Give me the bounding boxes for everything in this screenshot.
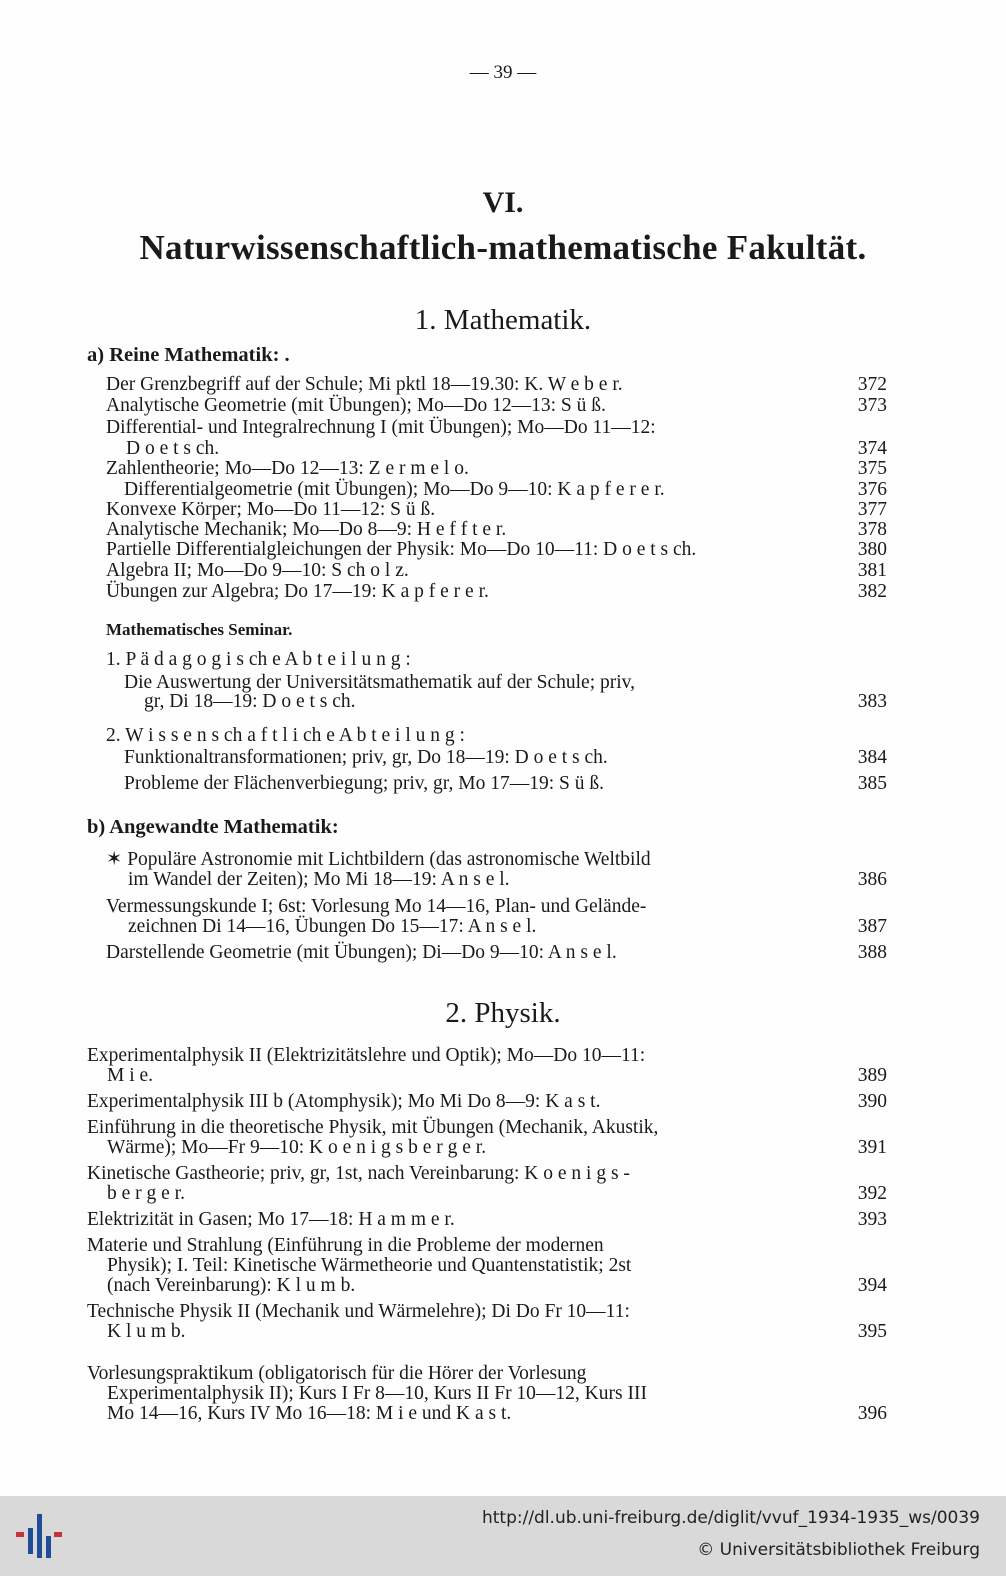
entry-text-line: b e r g e r. [107,1183,185,1204]
entry-text-line: Differentialgeometrie (mit Übungen); Mo—Do 9—10: K a p f e r e r. [124,479,665,500]
seminar-dept-2-heading: 2. W i s s e n s ch a f t l i ch e A b t e i l u n g : [106,725,465,746]
course-number: 384 [857,747,887,768]
entry-text-line: Der Grenzbegriff auf der Schule; Mi pktl 18—19.30: K. W e b e r. [106,374,623,395]
entry-text-line: Analytische Mechanik; Mo—Do 8—9: H e f f t e r. [106,519,507,540]
entry-text-line: gr, Di 18—19: D o e t s ch. [144,691,356,712]
entry-text-line: Analytische Geometrie (mit Übungen); Mo—Do 12—13: S ü ß. [106,395,606,416]
entry-text-line: zeichnen Di 14—16, Übungen Do 15—17: A n s e l. [128,916,537,937]
course-number: 372 [857,374,887,395]
footer-bar [0,1496,1006,1576]
entry-text-line: Differential- und Integralrechnung I (mit Übungen); Mo—Do 11—12: [106,417,656,438]
course-number: 396 [857,1403,887,1424]
entry-text-line: Mo 14—16, Kurs IV Mo 16—18: M i e und K a s t. [107,1403,512,1424]
course-number: 381 [857,560,887,581]
course-number: 392 [857,1183,887,1204]
course-number: 391 [857,1137,887,1158]
entry-text-line: Zahlentheorie; Mo—Do 12—13: Z e r m e l o. [106,458,469,479]
entry-text-line: K l u m b. [107,1321,186,1342]
entry-text-line: M i e. [107,1065,154,1086]
entry-text-line: Kinetische Gastheorie; priv, gr, 1st, nach Vereinbarung: K o e n i g s - [87,1163,630,1184]
library-logo-icon [14,1510,64,1562]
entry-text-line: Algebra II; Mo—Do 9—10: S ch o l z. [106,560,409,581]
entry-text-line: ✶ Populäre Astronomie mit Lichtbildern (das astronomische Weltbild [106,849,651,870]
course-number: 374 [857,438,887,459]
course-number: 383 [857,691,887,712]
entry-text-line: Darstellende Geometrie (mit Übungen); Di—Do 9—10: A n s e l. [106,942,617,963]
course-number: 376 [857,479,887,500]
entry-text-line: Konvexe Körper; Mo—Do 11—12: S ü ß. [106,499,436,520]
entry-text-line: Experimentalphysik III b (Atomphysik); Mo Mi Do 8—9: K a s t. [87,1091,601,1112]
chapter-number: VI. [482,186,524,219]
course-number: 386 [857,869,887,890]
course-number: 378 [857,519,887,540]
entry-text-line: Übungen zur Algebra; Do 17—19: K a p f e r e r. [106,581,489,602]
course-number: 373 [857,395,887,416]
entry-text-line: Die Auswertung der Universitätsmathematik auf der Schule; priv, [124,672,636,693]
entry-text-line: Probleme der Flächenverbiegung; priv, gr, Mo 17—19: S ü ß. [124,773,604,794]
entry-text-line: (nach Vereinbarung): K l u m b. [107,1275,356,1296]
entry-text-line: Partielle Differentialgleichungen der Physik: Mo—Do 10—11: D o e t s ch. [106,539,697,560]
course-number: 394 [857,1275,887,1296]
course-number: 389 [857,1065,887,1086]
copyright-notice: © Universitätsbibliothek Freiburg [697,1540,980,1560]
course-number: 377 [857,499,887,520]
course-number: 387 [857,916,887,937]
entry-text-line: Elektrizität in Gasen; Mo 17—18: H a m m e r. [87,1209,455,1230]
course-number: 393 [857,1209,887,1230]
entry-text-line: Materie und Strahlung (Einführung in die Probleme der modernen [87,1235,604,1256]
page-number: — 39 — [469,62,537,83]
subsection-angewandte-mathematik: b) Angewandte Mathematik: [87,816,339,838]
document-url-link[interactable]: http://dl.ub.uni-freiburg.de/diglit/vvuf_1934-1935_ws/0039 [481,1508,980,1528]
entry-text-line: Experimentalphysik II); Kurs I Fr 8—10, Kurs II Fr 10—12, Kurs III [107,1383,647,1404]
course-number: 385 [857,773,887,794]
subsection-reine-mathematik: a) Reine Mathematik: . [87,344,290,366]
entry-text-line: Experimentalphysik II (Elektrizitätslehre und Optik); Mo—Do 10—11: [87,1045,646,1066]
section-mathematik-heading: 1. Mathematik. [414,304,592,336]
course-number: 380 [857,539,887,560]
entry-text-line: im Wandel der Zeiten); Mo Mi 18—19: A n s e l. [128,869,510,890]
entry-text-line: Funktionaltransformationen; priv, gr, Do 18—19: D o e t s ch. [124,747,608,768]
course-number: 395 [857,1321,887,1342]
seminar-dept-1-heading: 1. P ä d a g o g i s ch e A b t e i l u n g : [106,649,411,670]
course-number: 382 [857,581,887,602]
faculty-title: Naturwissenschaftlich-mathematische Fakultät. [139,228,867,267]
entry-text-line: Vorlesungspraktikum (obligatorisch für die Hörer der Vorlesung [87,1363,587,1384]
entry-text-line: Wärme); Mo—Fr 9—10: K o e n i g s b e r g e r. [107,1137,487,1158]
entry-text-line: Vermessungskunde I; 6st: Vorlesung Mo 14—16, Plan- und Gelände- [106,896,647,917]
course-number: 390 [857,1091,887,1112]
course-number: 375 [857,458,887,479]
seminar-heading: Mathematisches Seminar. [106,620,293,639]
entry-text-line: Einführung in die theoretische Physik, mit Übungen (Mechanik, Akustik, [87,1117,659,1138]
course-number: 388 [857,942,887,963]
entry-text-line: D o e t s ch. [126,438,220,459]
section-physik-heading: 2. Physik. [445,997,561,1029]
entry-text-line: Physik); I. Teil: Kinetische Wärmetheorie und Quantenstatistik; 2st [107,1255,632,1276]
entry-text-line: Technische Physik II (Mechanik und Wärmelehre); Di Do Fr 10—11: [87,1301,630,1322]
